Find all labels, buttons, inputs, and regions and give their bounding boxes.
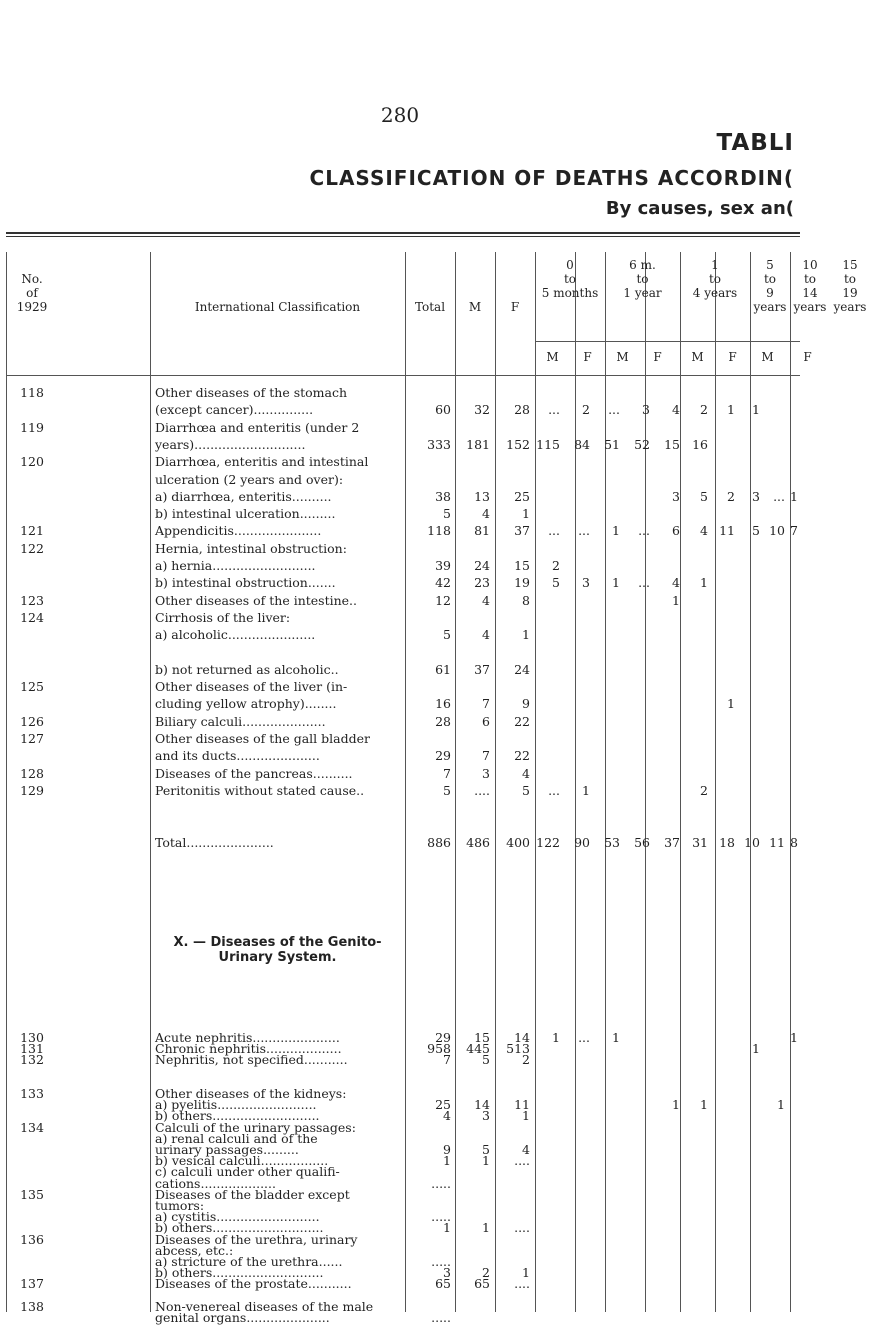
row-cell: 181 — [466, 436, 490, 452]
row-cell: 31 — [692, 834, 708, 850]
row-label: Diseases of the pancreas.......... — [155, 765, 353, 781]
row-cell: 1 — [752, 1041, 760, 1057]
row-label: b) not returned as alcoholic.. — [155, 661, 339, 677]
row-label: a) renal calculi and of the — [155, 1130, 318, 1146]
row-label: Total...................... — [155, 834, 274, 850]
row-label: b) others............................ — [155, 1220, 324, 1236]
row-number: 120 — [20, 454, 44, 470]
row-cell: 15 — [664, 436, 680, 452]
row-label: tumors: — [155, 1198, 205, 1213]
row-cell: 8 — [790, 834, 798, 850]
row-cell: 15 — [474, 1030, 490, 1045]
col-subheader-m: M — [691, 350, 704, 364]
row-cell: 4 — [522, 765, 530, 781]
row-cell: 13 — [474, 488, 490, 504]
row-cell: 486 — [466, 834, 490, 850]
row-cell: 81 — [474, 523, 490, 539]
row-cell: 4 — [700, 523, 708, 539]
row-cell: 15 — [514, 558, 530, 573]
row-cell: 37 — [474, 661, 490, 677]
row-cell: 25 — [514, 488, 530, 504]
table-row — [0, 610, 800, 627]
row-cell: 513 — [506, 1041, 530, 1057]
row-cell: ... — [608, 402, 620, 418]
row-cell: 5 — [552, 575, 560, 591]
row-cell: 7 — [482, 696, 490, 712]
row-cell: 1 — [790, 1030, 798, 1045]
row-number: 134 — [20, 1119, 44, 1135]
row-cell: 14 — [514, 1030, 530, 1045]
col-header-age-group: 15 to 19 years — [833, 258, 867, 314]
table-row — [0, 506, 800, 523]
table-row — [0, 731, 800, 748]
row-label: a) alcoholic...................... — [155, 627, 316, 643]
row-cell: 333 — [427, 436, 451, 452]
row-cell: 1 — [612, 523, 620, 539]
row-cell: 16 — [692, 436, 708, 452]
table-row — [0, 662, 800, 679]
row-cell: 28 — [435, 713, 451, 729]
row-cell: .... — [514, 1276, 530, 1292]
row-cell: 5 — [443, 627, 451, 643]
row-cell: 3 — [443, 1265, 451, 1281]
row-cell: 16 — [435, 696, 451, 712]
row-cell: 2 — [700, 782, 708, 798]
row-cell: 1 — [443, 1153, 451, 1169]
row-cell: 118 — [427, 523, 451, 539]
row-label: a) diarrhœa, enteritis.......... — [155, 488, 332, 504]
row-cell: 9 — [443, 1142, 451, 1157]
row-cell: ... — [578, 523, 590, 539]
col-header-age-group: 5 to 9 years — [753, 258, 787, 314]
row-label: Calculi of the urinary passages: — [155, 1119, 356, 1135]
row-cell: .... — [514, 1220, 530, 1236]
row-number: 122 — [20, 540, 44, 556]
header-rule — [535, 341, 800, 342]
row-cell: 28 — [514, 402, 530, 418]
row-cell: 84 — [574, 436, 590, 452]
row-cell: 12 — [435, 592, 451, 608]
row-number: 133 — [20, 1086, 44, 1101]
row-cell: ... — [773, 488, 785, 504]
row-cell: 3 — [582, 575, 590, 591]
row-label: Cirrhosis of the liver: — [155, 609, 291, 625]
row-cell: 18 — [719, 834, 735, 850]
row-cell: 4 — [672, 402, 680, 418]
table-row — [0, 627, 800, 644]
row-cell: 37 — [514, 523, 530, 539]
row-cell: 4 — [482, 592, 490, 608]
table-row — [0, 645, 800, 662]
row-cell: 5 — [700, 488, 708, 504]
col-header-age-group: 10 to 14 years — [793, 258, 827, 314]
row-cell: 7 — [482, 748, 490, 764]
row-cell: 5 — [522, 782, 530, 798]
row-number: 130 — [20, 1030, 44, 1045]
section-heading-genito-urinary: X. — Diseases of the Genito-Urinary System. — [173, 935, 382, 965]
row-label: b) intestinal ulceration......... — [155, 506, 336, 522]
row-label: a) stricture of the urethra...... — [155, 1254, 343, 1269]
row-cell: 10 — [744, 834, 760, 850]
row-number: 119 — [20, 419, 44, 435]
row-cell: 11 — [514, 1097, 530, 1113]
table-subtitle: CLASSIFICATION OF DEATHS ACCORDIN( — [309, 166, 794, 190]
row-number: 126 — [20, 713, 44, 729]
row-number: 132 — [20, 1052, 44, 1068]
row-cell: 5 — [482, 1052, 490, 1068]
row-cell: .... — [474, 782, 490, 798]
row-label: Other diseases of the liver (in- — [155, 679, 348, 695]
row-label: Diarrhœa, enteritis and intestinal — [155, 454, 369, 470]
row-label: b) vesical calculi................. — [155, 1153, 329, 1169]
row-cell: 90 — [574, 834, 590, 850]
row-cell: 1 — [777, 1097, 785, 1113]
row-cell: 10 — [769, 523, 785, 539]
row-cell: 445 — [466, 1041, 490, 1057]
row-number: 138 — [20, 1298, 44, 1314]
row-label: abcess, etc.: — [155, 1242, 234, 1258]
page-number: 280 — [380, 103, 420, 127]
row-cell: 5 — [752, 523, 760, 539]
row-cell: 51 — [604, 436, 620, 452]
row-number: 131 — [20, 1041, 44, 1057]
table-row — [0, 558, 800, 575]
col-header-m: M — [468, 300, 482, 314]
table-row — [0, 748, 800, 765]
col-header-total: Total — [414, 300, 446, 314]
row-label: Hernia, intestinal obstruction: — [155, 540, 347, 556]
row-cell: 886 — [427, 834, 451, 850]
row-label: Biliary calculi..................... — [155, 713, 326, 729]
row-cell: 52 — [634, 436, 650, 452]
row-label: genital organs..................... — [155, 1310, 330, 1325]
table-row — [0, 523, 800, 540]
row-cell: 1 — [612, 575, 620, 591]
row-cell: 1 — [752, 402, 760, 418]
row-cell: 65 — [435, 1276, 451, 1292]
top-rule — [6, 232, 800, 234]
top-rule-thin — [6, 236, 800, 237]
row-label: urinary passages......... — [155, 1142, 299, 1157]
row-cell: 3 — [482, 765, 490, 781]
table-row — [0, 489, 800, 506]
row-cell: 7 — [443, 765, 451, 781]
row-cell: 4 — [482, 627, 490, 643]
row-number: 135 — [20, 1186, 44, 1202]
row-cell: 7 — [443, 1052, 451, 1068]
row-label: Appendicitis...................... — [155, 523, 322, 539]
row-cell: 42 — [435, 575, 451, 591]
table-row — [0, 402, 800, 419]
table-row — [0, 679, 800, 696]
row-cell: 3 — [482, 1108, 490, 1124]
row-label: Acute nephritis...................... — [155, 1030, 340, 1045]
row-cell: 60 — [435, 402, 451, 418]
row-cell: 1 — [612, 1030, 620, 1045]
row-number: 128 — [20, 765, 44, 781]
row-cell: 56 — [634, 834, 650, 850]
row-label: a) hernia.......................... — [155, 558, 316, 573]
row-cell: 11 — [769, 834, 785, 850]
row-cell: 1 — [443, 1220, 451, 1236]
col-subheader-f: F — [728, 350, 737, 364]
table-row — [0, 783, 800, 800]
col-header-age-group: 1 to 4 years — [692, 258, 738, 300]
row-label: c) calculi under other qualifi- — [155, 1164, 340, 1180]
row-label: Diarrhœa and enteritis (under 2 — [155, 419, 360, 435]
table-row — [0, 818, 800, 835]
row-number: 127 — [20, 731, 44, 746]
row-cell: 25 — [435, 1097, 451, 1113]
row-cell: 1 — [700, 575, 708, 591]
row-cell: 115 — [536, 436, 560, 452]
table-row — [0, 541, 800, 558]
row-number: 123 — [20, 592, 44, 608]
row-number: 136 — [20, 1231, 44, 1247]
col-subheader-m: M — [546, 350, 559, 364]
row-cell: 4 — [443, 1108, 451, 1124]
row-cell: 1 — [522, 1265, 530, 1281]
table-row — [0, 420, 800, 437]
row-cell: ..... — [431, 1254, 451, 1269]
row-cell: 53 — [604, 834, 620, 850]
row-label: Diseases of the urethra, urinary — [155, 1231, 358, 1247]
row-cell: 1 — [522, 1108, 530, 1124]
row-cell: 2 — [482, 1265, 490, 1281]
col-subheader-f: F — [583, 350, 592, 364]
row-cell: 2 — [552, 558, 560, 573]
row-label: a) pyelitis......................... — [155, 1097, 317, 1113]
row-cell: 32 — [474, 402, 490, 418]
row-cell: 1 — [790, 488, 798, 504]
row-label: b) intestinal obstruction....... — [155, 575, 336, 591]
table-row — [0, 454, 800, 471]
row-cell: 65 — [474, 1276, 490, 1292]
table-row — [0, 766, 800, 783]
row-cell: 5 — [443, 782, 451, 798]
row-cell: 37 — [664, 834, 680, 850]
row-cell: 1 — [482, 1220, 490, 1236]
table-row — [0, 593, 800, 610]
row-cell: 1 — [727, 696, 735, 712]
table-row — [0, 714, 800, 731]
row-label: (except cancer)............... — [155, 402, 314, 418]
row-cell: 4 — [522, 1142, 530, 1157]
row-cell: ..... — [431, 1175, 451, 1191]
row-label: b) others........................... — [155, 1108, 320, 1124]
row-label: b) others............................ — [155, 1265, 324, 1281]
row-label: cluding yellow atrophy)........ — [155, 696, 337, 712]
row-cell: 2 — [700, 402, 708, 418]
row-cell: 9 — [522, 696, 530, 712]
table-row — [0, 437, 800, 454]
row-cell: ... — [638, 523, 650, 539]
row-cell: 2 — [582, 402, 590, 418]
row-cell: 400 — [506, 834, 530, 850]
row-cell: 24 — [474, 558, 490, 573]
row-cell: ... — [548, 523, 560, 539]
row-cell: 3 — [642, 402, 650, 418]
col-header-age-group: 6 m. to 1 year — [623, 258, 662, 300]
table-row — [0, 385, 800, 402]
row-label: Chronic nephritis................... — [155, 1041, 342, 1057]
row-cell: 152 — [506, 436, 530, 452]
row-label: years)............................ — [155, 436, 306, 452]
table-row — [0, 800, 800, 817]
row-cell: 4 — [672, 575, 680, 591]
row-label: a) cystitis.......................... — [155, 1209, 320, 1225]
row-label: Peritonitis without stated cause.. — [155, 782, 365, 798]
row-cell: 1 — [727, 402, 735, 418]
row-cell: 29 — [435, 1030, 451, 1045]
row-cell: 1 — [522, 506, 530, 522]
row-label: Other diseases of the stomach — [155, 385, 348, 400]
row-cell: 3 — [752, 488, 760, 504]
row-cell: 22 — [514, 748, 530, 764]
row-cell: 2 — [522, 1052, 530, 1068]
row-label: Nephritis, not specified........... — [155, 1052, 348, 1068]
table-row — [0, 696, 800, 713]
table-row — [0, 472, 800, 489]
row-label: Other diseases of the kidneys: — [155, 1086, 347, 1101]
row-number: 137 — [20, 1276, 44, 1292]
row-cell: ..... — [431, 1310, 451, 1325]
row-cell: 1 — [672, 1097, 680, 1113]
col-subheader-f: F — [803, 350, 812, 364]
row-cell: 3 — [672, 488, 680, 504]
row-cell: 4 — [482, 506, 490, 522]
row-cell: 7 — [790, 523, 798, 539]
row-cell: 1 — [552, 1030, 560, 1045]
row-number: 125 — [20, 679, 44, 695]
row-cell: 1 — [672, 592, 680, 608]
header-rule — [6, 375, 800, 376]
row-number: 129 — [20, 782, 44, 798]
row-cell: 11 — [719, 523, 735, 539]
row-cell: 6 — [672, 523, 680, 539]
row-cell: 29 — [435, 748, 451, 764]
row-cell: 23 — [474, 575, 490, 591]
row-cell: 5 — [482, 1142, 490, 1157]
table-subtitle-causes: By causes, sex an( — [605, 198, 794, 219]
col-header-no: No. of 1929 — [16, 272, 48, 314]
row-cell: ... — [548, 402, 560, 418]
col-header-f: F — [510, 300, 520, 314]
row-label: cations................... — [155, 1175, 276, 1191]
row-cell: ... — [548, 782, 560, 798]
row-cell: 5 — [443, 506, 451, 522]
row-number: 118 — [20, 385, 44, 400]
col-subheader-m: M — [616, 350, 629, 364]
table-title: TABLI — [716, 130, 794, 156]
row-cell: ..... — [431, 1209, 451, 1225]
row-cell: 2 — [727, 488, 735, 504]
table-row — [0, 1310, 800, 1327]
row-cell: ... — [638, 575, 650, 591]
row-cell: ... — [578, 1030, 590, 1045]
row-label: Other diseases of the intestine.. — [155, 592, 358, 608]
row-cell: .... — [514, 1153, 530, 1169]
table-row — [0, 835, 800, 852]
col-header-classification: International Classification — [194, 300, 361, 314]
col-header-age-group: 0 to 5 months — [541, 258, 599, 300]
col-subheader-m: M — [761, 350, 774, 364]
row-cell: 22 — [514, 713, 530, 729]
row-cell: 1 — [700, 1097, 708, 1113]
table-row — [0, 575, 800, 592]
row-cell: 958 — [427, 1041, 451, 1057]
row-label: Diseases of the prostate........... — [155, 1276, 352, 1292]
row-cell: 1 — [582, 782, 590, 798]
row-cell: 122 — [536, 834, 560, 850]
row-label: Other diseases of the gall bladder — [155, 731, 370, 746]
row-cell: 19 — [514, 575, 530, 591]
row-cell: 61 — [435, 661, 451, 677]
row-number: 124 — [20, 609, 44, 625]
row-cell: 6 — [482, 713, 490, 729]
row-label: ulceration (2 years and over): — [155, 471, 344, 487]
row-cell: 39 — [435, 558, 451, 573]
row-number: 121 — [20, 523, 44, 539]
row-label: Diseases of the bladder except — [155, 1186, 350, 1202]
row-label: Non-venereal diseases of the male — [155, 1298, 374, 1314]
row-label: and its ducts..................... — [155, 748, 320, 764]
row-cell: 1 — [482, 1153, 490, 1169]
row-cell: 1 — [522, 627, 530, 643]
row-cell: 38 — [435, 488, 451, 504]
row-cell: 14 — [474, 1097, 490, 1113]
row-cell: 8 — [522, 592, 530, 608]
col-subheader-f: F — [653, 350, 662, 364]
row-cell: 24 — [514, 661, 530, 677]
